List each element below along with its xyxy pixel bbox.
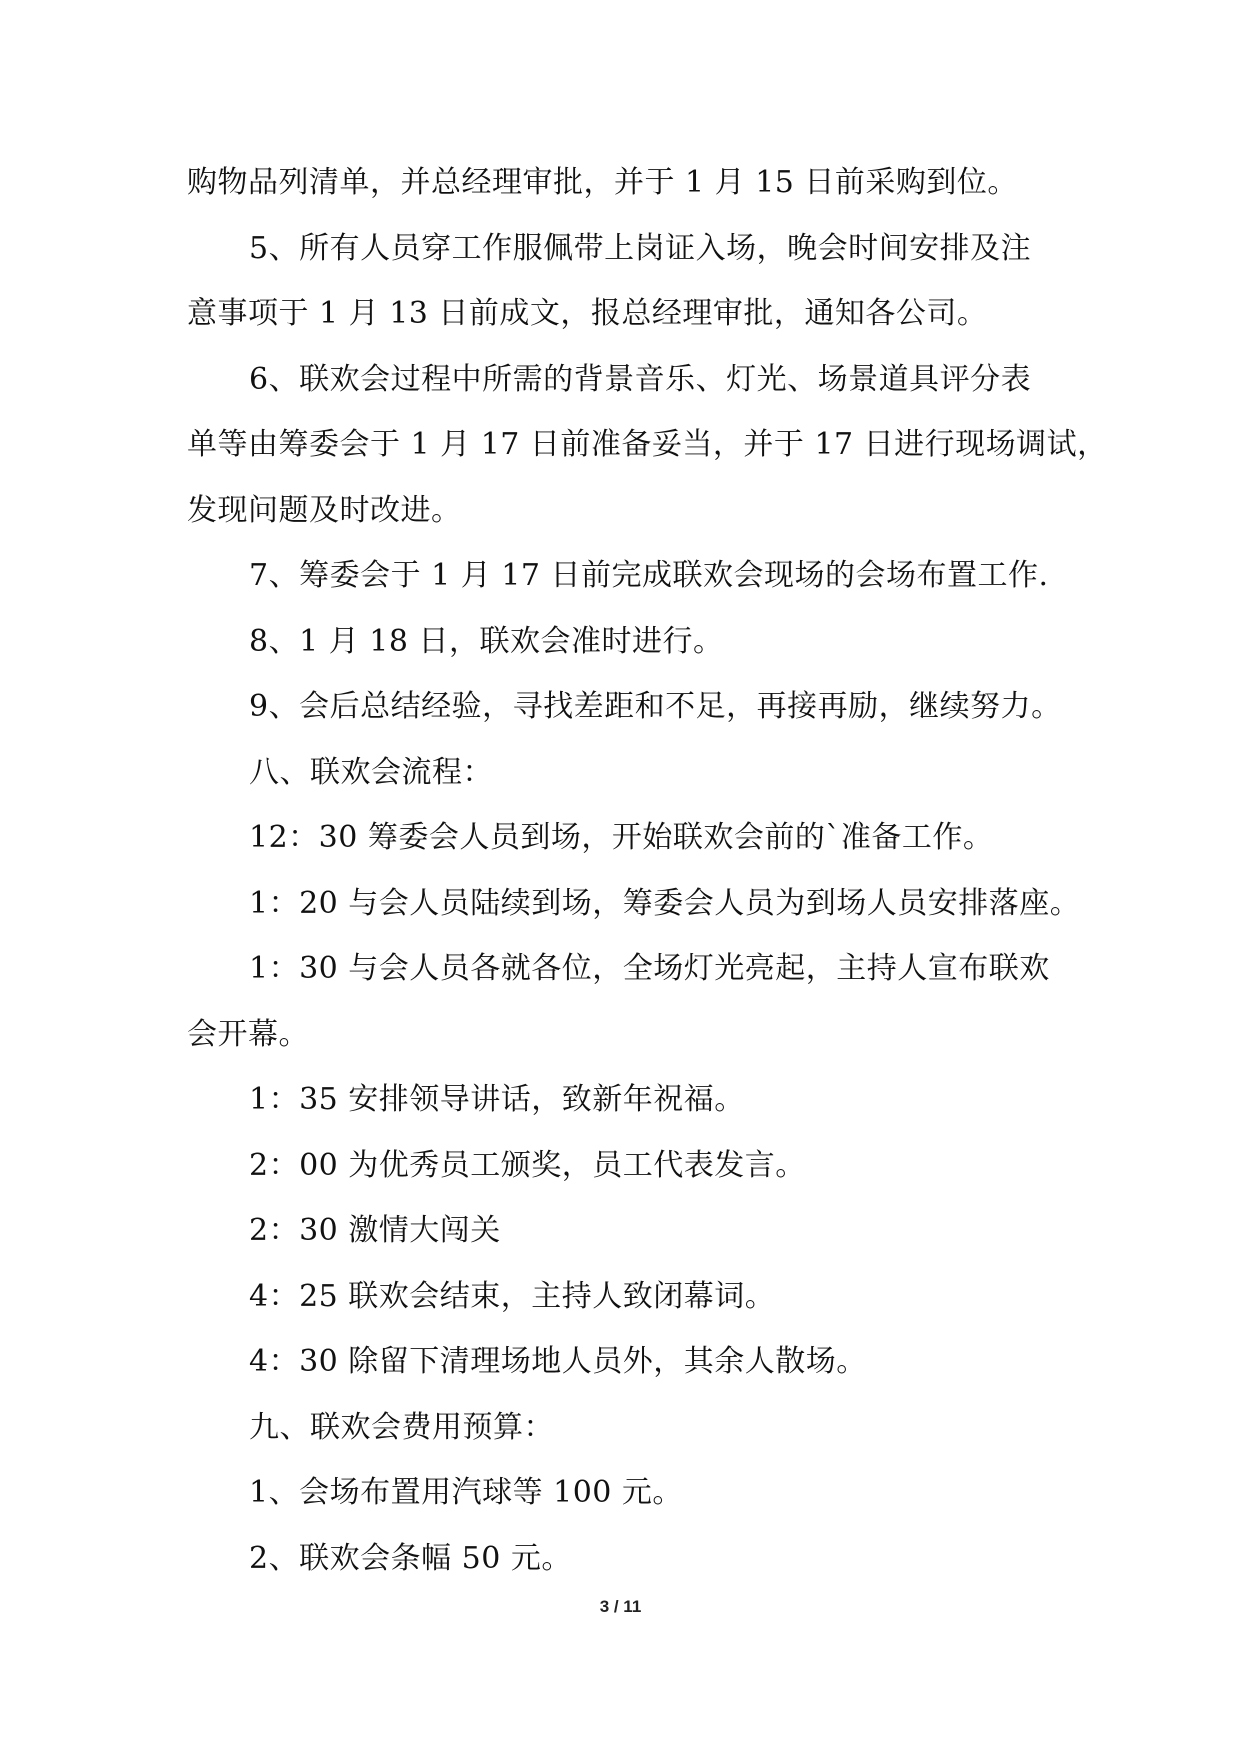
- text-line: 意事项于 1 月 13 日前成文，报总经理审批，通知各公司。: [187, 296, 988, 331]
- text-line: 单等由筹委会于 1 月 17 日前准备妥当，并于 17 日进行现场调试，: [187, 427, 1108, 462]
- text-line: 6、联欢会过程中所需的背景音乐、灯光、场景道具评分表: [249, 361, 1032, 397]
- text-line: 8、1 月 18 日，联欢会准时进行。: [249, 623, 724, 659]
- section-heading: 九、联欢会费用预算：: [249, 1409, 554, 1445]
- text-line: 9、会后总结经验，寻找差距和不足，再接再励，继续努力。: [249, 689, 1062, 724]
- schedule-item: 2：00 为优秀员工颁奖，员工代表发言。: [249, 1147, 806, 1183]
- budget-item: 2、联欢会条幅 50 元。: [249, 1540, 572, 1576]
- text-line: 7、筹委会于 1 月 17 日前完成联欢会现场的会场布置工作.: [249, 558, 1049, 593]
- schedule-item: 1：35 安排领导讲话，致新年祝福。: [249, 1082, 745, 1117]
- text-line: 购物品列清单，并总经理审批，并于 1 月 15 日前采购到位。: [187, 165, 1018, 200]
- text-line: 发现问题及时改进。: [187, 492, 462, 528]
- schedule-item: 4：30 除留下清理场地人员外，其余人散场。: [249, 1344, 867, 1379]
- text-line: 5、所有人员穿工作服佩带上岗证入场，晚会时间安排及注: [249, 230, 1032, 266]
- schedule-item: 12：30 筹委会人员到场，开始联欢会前的`准备工作。: [249, 820, 994, 855]
- page-number: 3 / 11: [599, 1597, 642, 1616]
- budget-item: 1、会场布置用汽球等 100 元。: [249, 1475, 683, 1510]
- section-heading: 八、联欢会流程：: [249, 754, 493, 790]
- schedule-item: 4：25 联欢会结束，主持人致闭幕词。: [249, 1278, 776, 1314]
- schedule-item: 2：30 激情大闯关: [249, 1213, 501, 1248]
- schedule-item: 1：20 与会人员陆续到场，筹委会人员为到场人员安排落座。: [249, 885, 1081, 921]
- text-line: 会开幕。: [187, 1016, 309, 1052]
- schedule-item: 1：30 与会人员各就各位，全场灯光亮起，主持人宣布联欢: [249, 951, 1050, 986]
- document-body: [187, 150, 1108, 1591]
